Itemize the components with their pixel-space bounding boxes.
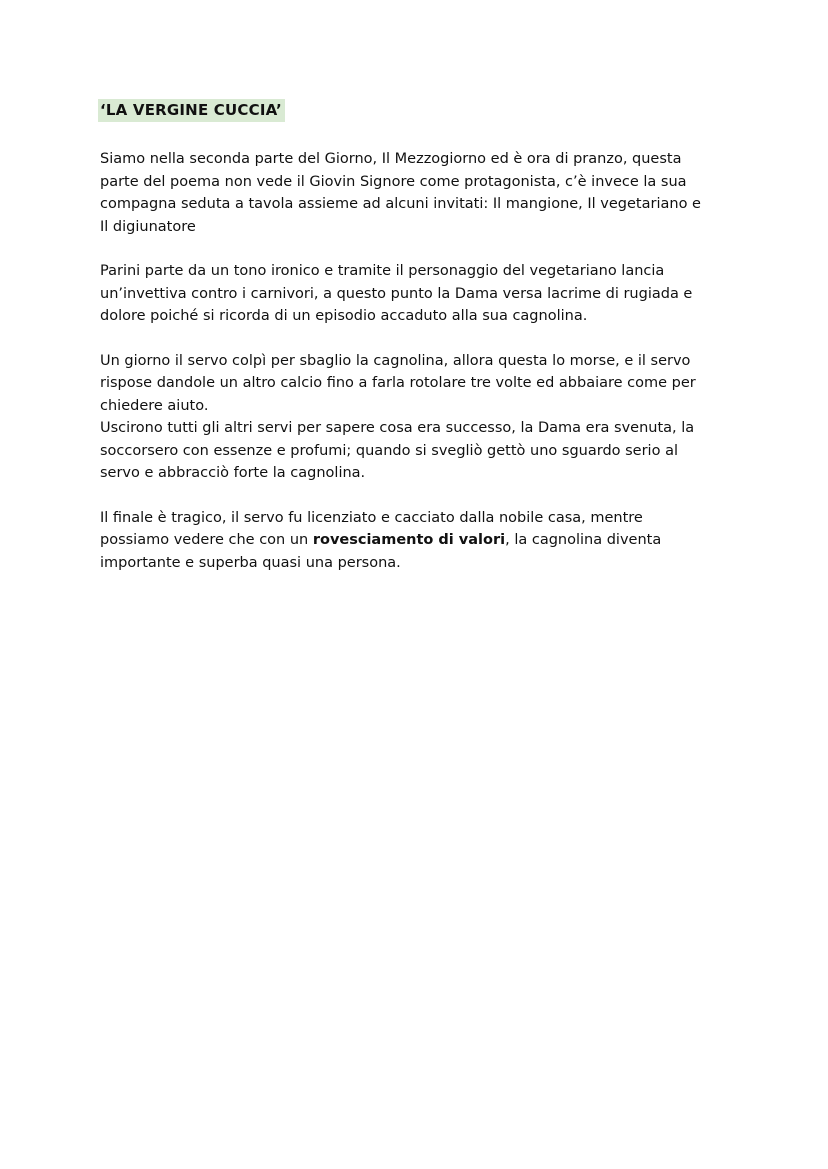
paragraph-line: rispose dandole un altro calcio fino a farla rotolare tre volte ed abbaiare come per (100, 375, 696, 391)
paragraph-line: Uscirono tutti gli altri servi per sapere cosa era successo, la Dama era svenuta, la (100, 420, 695, 436)
paragraph-1 (100, 148, 740, 238)
paragraph-line: soccorsero con essenze e profumi; quando si svegliò gettò uno sguardo serio al (100, 442, 678, 459)
paragraph-line: Il digiunatore (100, 218, 196, 235)
paragraph-line: servo e abbracciò forte la cagnolina. (100, 465, 366, 481)
text-segment: possiamo vedere che con un (100, 532, 313, 548)
paragraph-line: dolore poiché si ricorda di un episodio accaduto alla sua cagnolina. (100, 308, 588, 324)
paragraph-line: chiedere aiuto. (100, 397, 209, 414)
bold-phrase: rovesciamento di valori (312, 532, 506, 548)
paragraph-line: Il finale è tragico, il servo fu licenziato e cacciato dalla nobile casa, mentre (100, 509, 643, 526)
paragraph-line: parte del poema non vede il Giovin Signore come protagonista, c’è invece la sua (100, 173, 687, 190)
paragraph-line: importante e superba quasi una persona. (100, 554, 401, 571)
text-segment: , la cagnolina diventa (505, 532, 662, 548)
paragraph-line: Parini parte da un tono ironico e tramite il personaggio del vegetariano lancia (100, 263, 665, 279)
document-title: ‘LA VERGINE CUCCIA’ (98, 99, 285, 122)
paragraph-line-rich (100, 529, 740, 552)
paragraph-4 (100, 507, 740, 575)
paragraph-line: Siamo nella seconda parte del Giorno, Il Mezzogiorno ed è ora di pranzo, questa (100, 151, 682, 167)
paragraph-3 (100, 350, 740, 485)
paragraph-line: un’invettiva contro i carnivori, a questo punto la Dama versa lacrime di rugiada e (100, 285, 693, 302)
paragraph-line: compagna seduta a tavola assieme ad alcuni invitati: Il mangione, Il vegetariano e (100, 196, 701, 212)
document-page (100, 99, 740, 596)
paragraph-line: Un giorno il servo colpì per sbaglio la cagnolina, allora questa lo morse, e il servo (100, 352, 691, 369)
paragraph-2 (100, 260, 740, 328)
